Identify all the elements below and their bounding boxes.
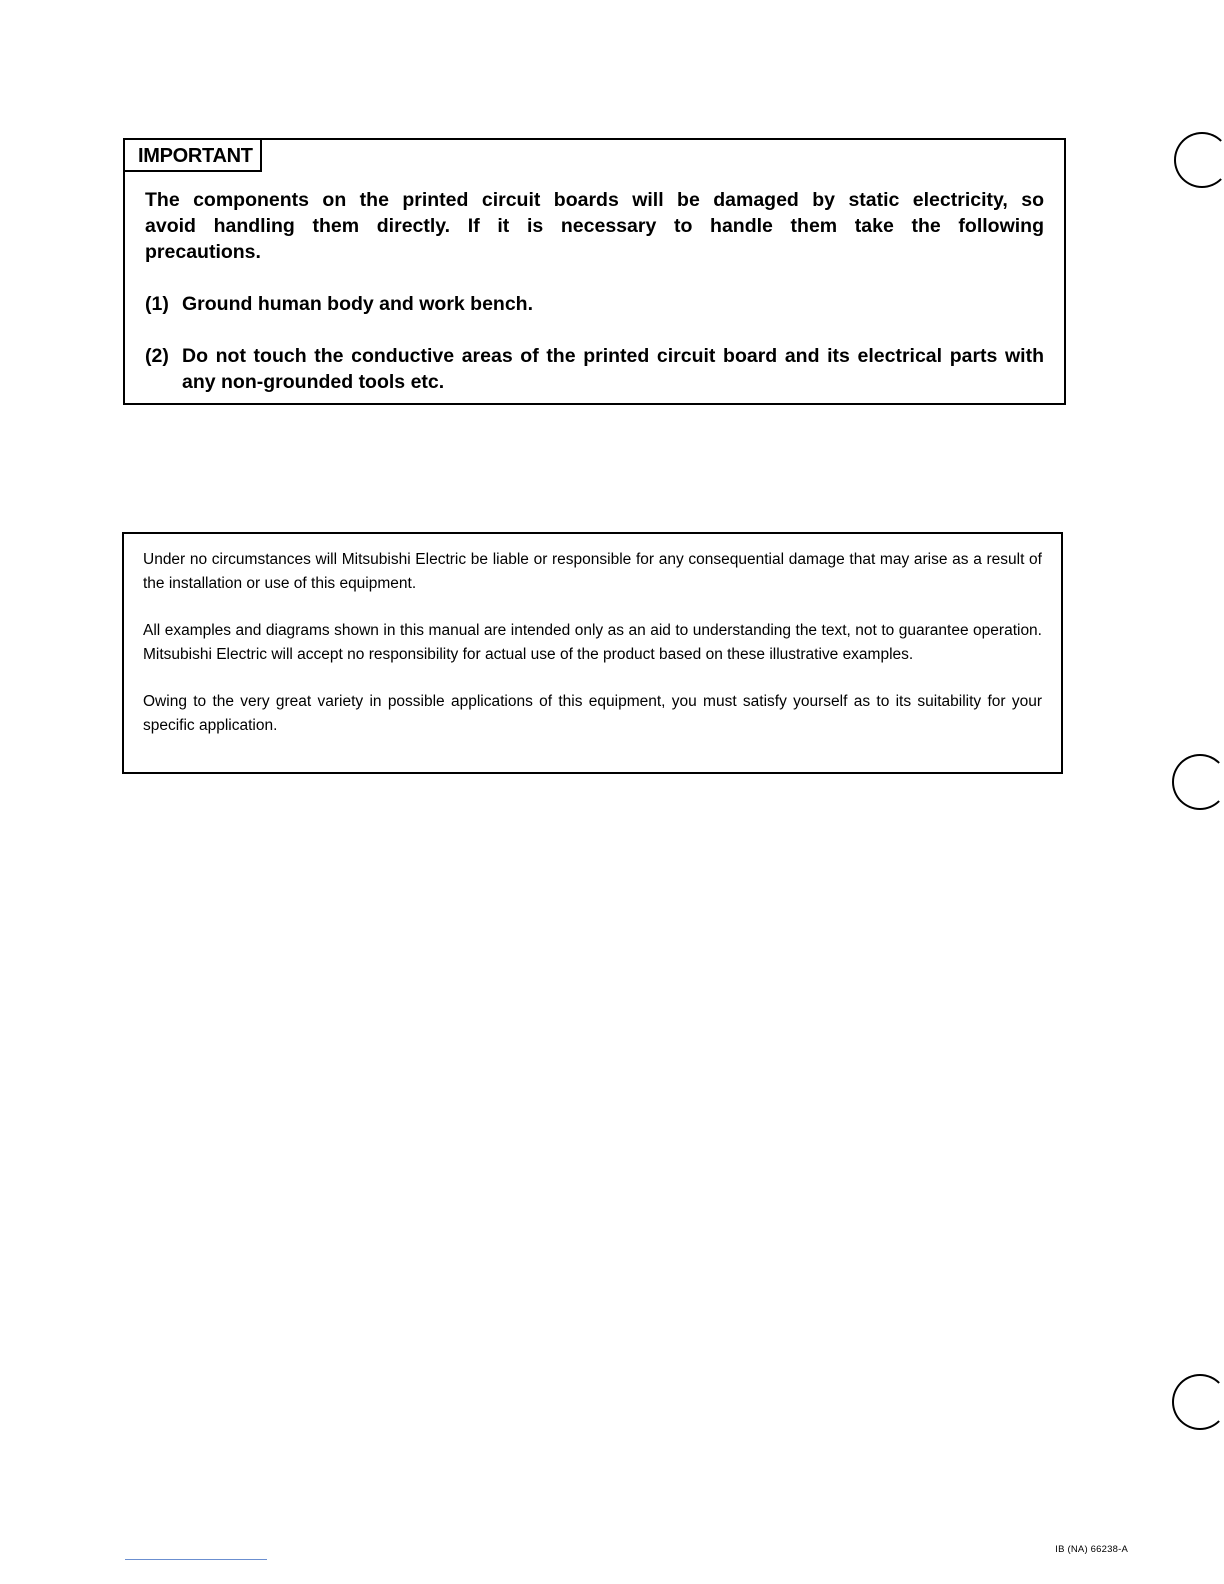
important-lead-text: The components on the printed circuit boards will be damaged by static electricity, so avoid handling them directly. If it is necessary to handle them take the following precautions. <box>145 189 1044 263</box>
disclaimer-body <box>143 548 1042 761</box>
disclaimer-paragraph: All examples and diagrams shown in this manual are intended only as an aid to understanding the text, not to guarantee operation. Mitsubishi Electric will accept no responsibility for actual use of the product based on these illustrative examples. <box>143 622 1042 663</box>
binder-hole <box>1172 754 1224 810</box>
disclaimer-paragraph: Owing to the very great variety in possible applications of this equipment, you must satisfy yourself as to its suitability for your specific application. <box>143 693 1042 734</box>
footer-rule <box>125 1559 267 1560</box>
precaution-text: Ground human body and work bench. <box>182 293 534 315</box>
binder-hole <box>1174 132 1224 188</box>
precaution-list <box>145 291 1044 395</box>
precaution-number: (2) <box>145 345 169 367</box>
important-notice-box <box>123 138 1066 405</box>
important-body <box>145 187 1044 421</box>
binder-hole <box>1172 1374 1224 1430</box>
document-code: IB (NA) 66238-A <box>1055 1544 1128 1555</box>
disclaimer-paragraph: Under no circumstances will Mitsubishi Electric be liable or responsible for any consequential damage that may arise as a result of the installation or use of this equipment. <box>143 551 1042 592</box>
important-label: IMPORTANT <box>125 140 262 172</box>
precaution-item <box>145 343 1044 395</box>
precaution-text: Do not touch the conductive areas of the printed circuit board and its electrical parts with any non-grounded tools etc. <box>182 345 1044 393</box>
precaution-item <box>145 291 1044 317</box>
disclaimer-box <box>122 532 1063 774</box>
precaution-number: (1) <box>145 293 169 315</box>
